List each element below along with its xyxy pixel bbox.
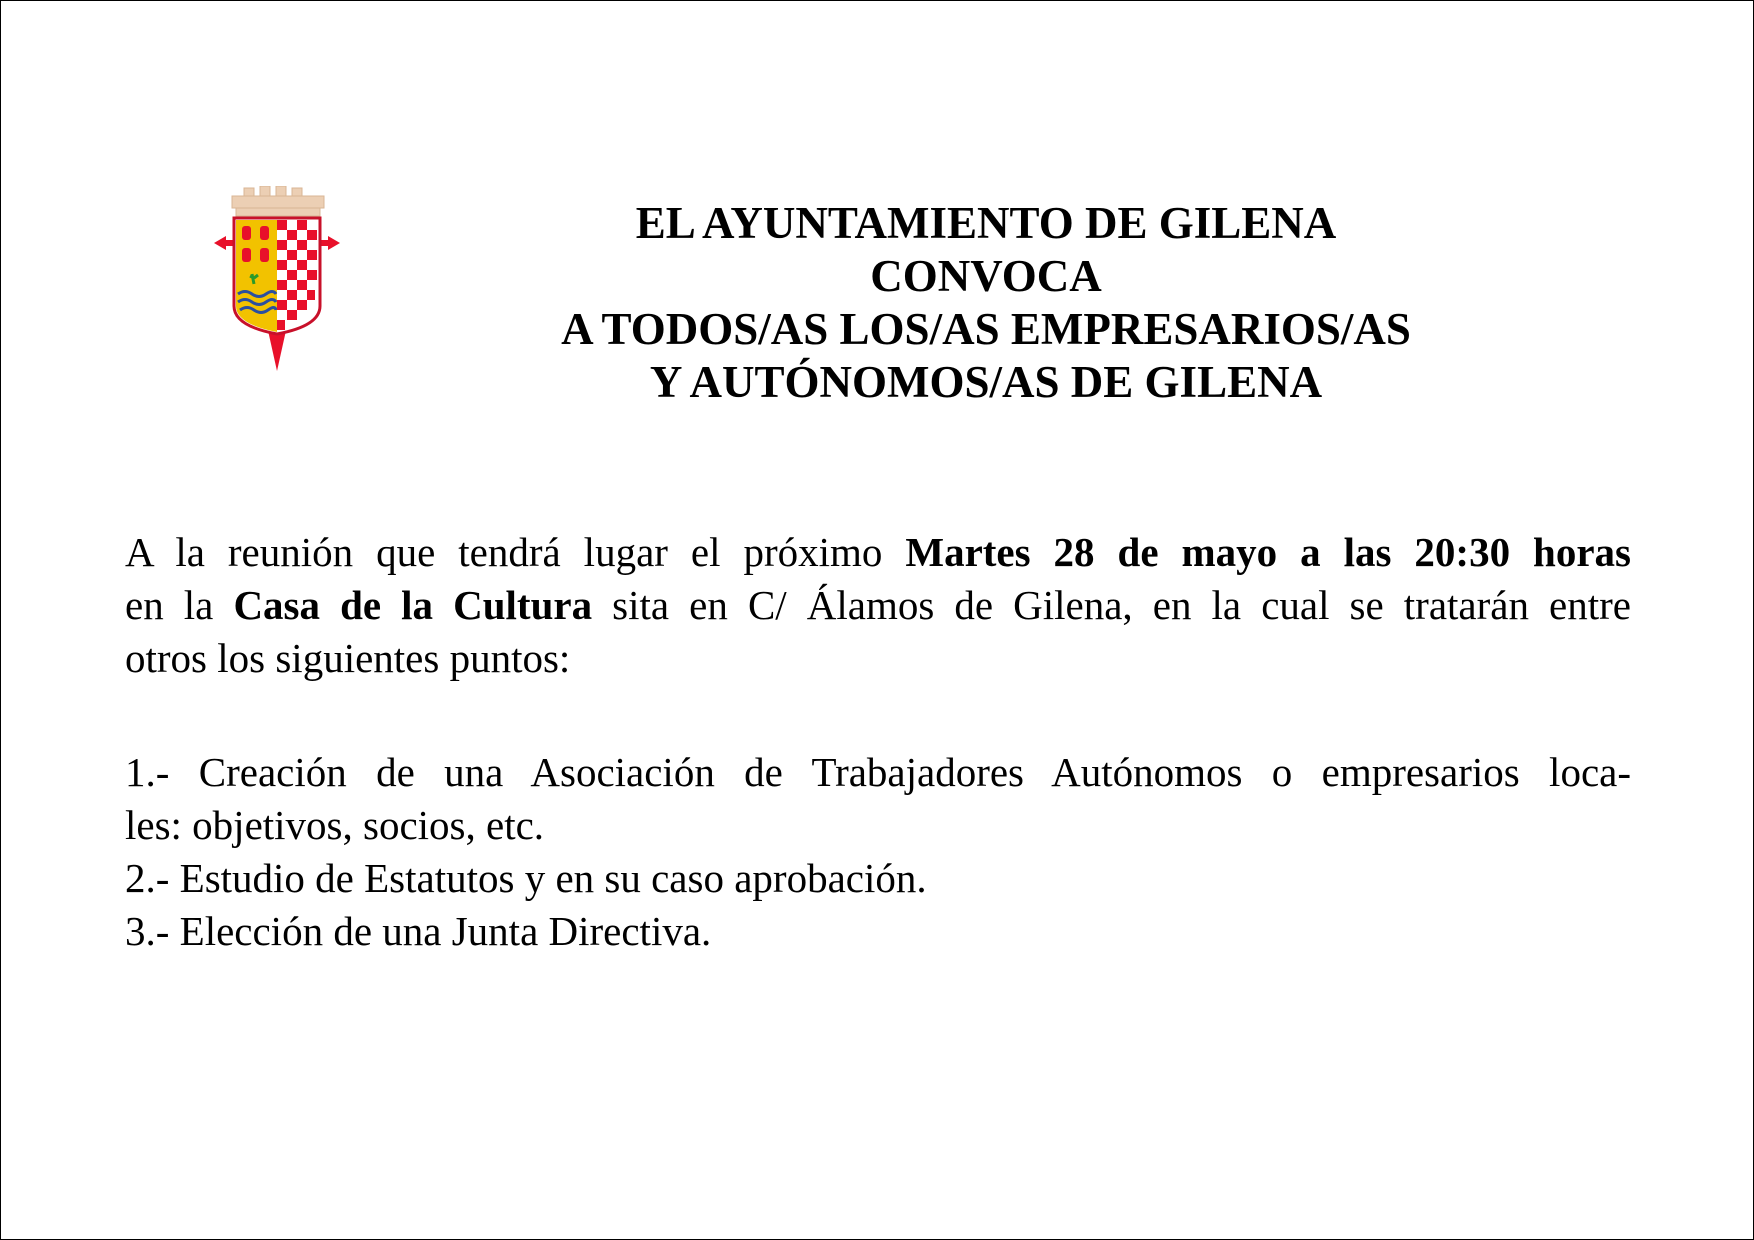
agenda-item-1-line-1: 1.- Creación de una Asociación de Trabajadores Autónomos o empresarios loca- [125,749,1631,795]
meeting-venue: Casa de la Cultura [233,582,593,628]
agenda-item-2: 2.- Estudio de Estatutos y en su caso aprobación. [125,855,927,901]
paragraph-line-2 [125,579,1631,632]
meeting-paragraph [125,526,1631,685]
paragraph-line-3: otros los siguientes puntos: [125,635,571,681]
paragraph-intro: A la reunión que tendrá lugar el próximo [125,529,906,575]
heading [481,197,1491,409]
coat-of-arms-icon [214,186,340,371]
heading-line-2: CONVOCA [870,251,1102,301]
paragraph-line-1 [125,526,1631,579]
meeting-date-time: Martes 28 de mayo a las 20:30 horas [905,529,1631,575]
agenda-item-1-line-2: les: objetivos, socios, etc. [125,802,545,848]
paragraph-prefix: en la [125,582,234,628]
heading-line-3: A TODOS/AS LOS/AS EMPRESARIOS/AS [561,304,1411,354]
paragraph-address: sita en C/ Álamos de Gilena, en la cual se tratarán entre [592,582,1631,628]
agenda-list [125,746,1631,958]
heading-line-1: EL AYUNTAMIENTO DE GILENA [635,198,1337,248]
heading-line-4: Y AUTÓNOMOS/AS DE GILENA [649,357,1323,407]
crown [232,186,324,216]
agenda-item-3: 3.- Elección de una Junta Directiva. [125,908,712,954]
